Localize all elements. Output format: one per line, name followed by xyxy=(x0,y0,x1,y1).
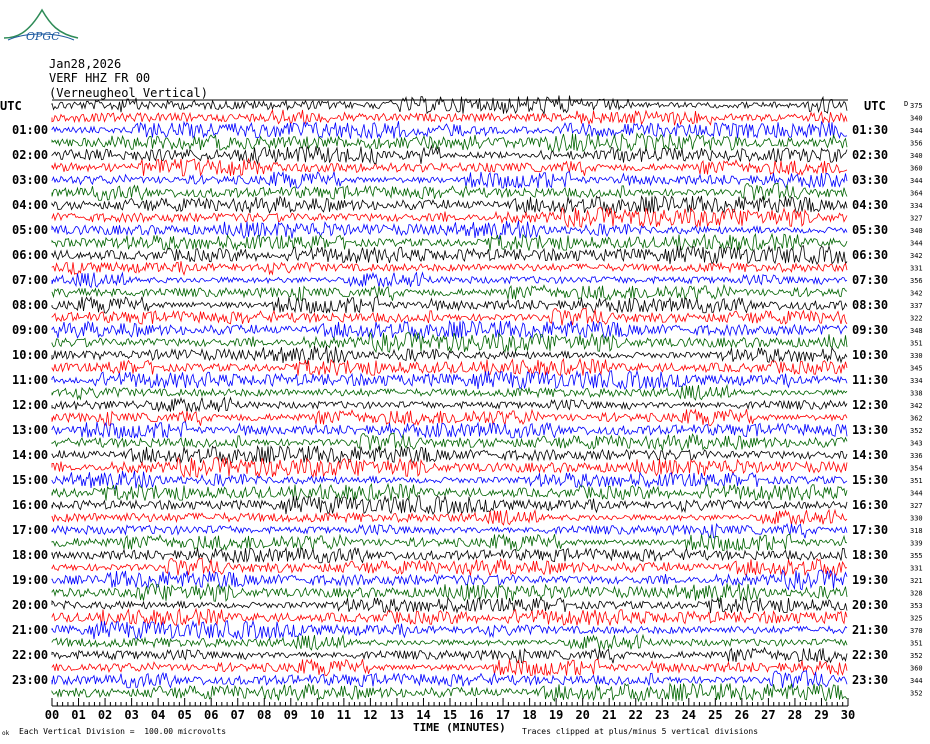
trace-scale-value: 353 xyxy=(910,602,923,610)
x-tick-label: 08 xyxy=(257,708,272,722)
x-tick-label: 09 xyxy=(283,708,299,722)
trace-scale-value: 362 xyxy=(910,414,923,423)
trace-scale-value: 321 xyxy=(910,577,923,585)
left-hour-label: 14:00 xyxy=(12,448,49,462)
x-tick-label: 01 xyxy=(71,708,86,722)
trace-scale-value: 354 xyxy=(910,464,923,473)
trace-line xyxy=(52,371,847,389)
x-tick-label: 19 xyxy=(548,708,564,722)
trace-scale-value: 339 xyxy=(910,539,923,548)
trace-line xyxy=(52,297,847,314)
x-tick-label: 14 xyxy=(416,708,431,722)
x-tick-label: 05 xyxy=(177,708,192,722)
x-tick-label: 22 xyxy=(628,708,643,722)
right-hour-label: 05:30 xyxy=(852,223,889,237)
trace-scale-value: 348 xyxy=(910,327,923,335)
trace-line xyxy=(52,471,847,489)
right-hour-label: 13:30 xyxy=(852,423,889,437)
right-scale-marker: D xyxy=(904,100,909,108)
left-hour-label: 19:00 xyxy=(12,573,49,587)
x-tick-label: 20 xyxy=(575,708,590,722)
x-tick-label: 12 xyxy=(363,708,378,722)
trace-line xyxy=(52,208,847,228)
trace-line xyxy=(52,496,847,514)
left-hour-label: 12:00 xyxy=(12,398,49,412)
trace-scale-value: 344 xyxy=(910,677,923,685)
x-tick-label: 03 xyxy=(124,708,139,722)
trace-scale-value: 340 xyxy=(910,114,923,123)
trace-scale-value: 364 xyxy=(910,189,923,198)
right-hour-label: 12:30 xyxy=(852,398,889,412)
x-tick-label: 10 xyxy=(310,708,325,722)
trace-scale-value: 331 xyxy=(910,264,923,273)
left-hour-label: 23:00 xyxy=(12,673,49,687)
trace-scale-value: 345 xyxy=(910,364,923,373)
trace-line xyxy=(52,273,847,288)
trace-scale-value: 360 xyxy=(910,664,923,673)
right-hour-label: 02:30 xyxy=(852,148,889,162)
trace-line xyxy=(52,621,847,639)
right-hour-label: 16:30 xyxy=(852,498,889,512)
trace-scale-value: 356 xyxy=(910,277,923,285)
right-hour-label: 15:30 xyxy=(852,473,889,487)
right-hour-label: 22:30 xyxy=(852,648,889,662)
right-hour-label: 17:30 xyxy=(852,523,889,537)
trace-line xyxy=(52,609,847,626)
trace-scale-value: 337 xyxy=(910,302,923,310)
trace-line xyxy=(52,183,847,200)
trace-line xyxy=(52,648,847,663)
left-hour-label: 05:00 xyxy=(12,223,49,237)
left-hour-label: 11:00 xyxy=(12,373,49,387)
left-hour-label: 16:00 xyxy=(12,498,49,512)
right-hour-label: 06:30 xyxy=(852,248,889,262)
x-tick-label: 25 xyxy=(708,708,723,722)
trace-scale-value: 351 xyxy=(910,339,923,348)
right-utc-label: UTC xyxy=(864,99,886,113)
right-hour-label: 04:30 xyxy=(852,198,889,212)
left-hour-label: 02:00 xyxy=(12,148,49,162)
x-tick-label: 13 xyxy=(389,708,405,722)
plot-date: Jan28,2026 xyxy=(49,57,122,71)
trace-line xyxy=(52,333,847,353)
logo-text: OPGC xyxy=(26,30,60,43)
station-code: VERF HHZ FR 00 xyxy=(49,71,151,85)
trace-scale-value: 334 xyxy=(910,202,923,210)
trace-scale-value: 330 xyxy=(910,352,923,360)
trace-scale-value: 322 xyxy=(910,314,923,323)
right-hour-label: 11:30 xyxy=(852,373,889,387)
trace-scale-value: 344 xyxy=(910,489,923,498)
trace-line xyxy=(52,422,847,438)
trace-line xyxy=(52,524,847,539)
right-hour-label: 21:30 xyxy=(852,623,889,637)
right-hour-label: 08:30 xyxy=(852,298,889,312)
left-hour-label: 21:00 xyxy=(12,623,49,637)
left-hour-label: 20:00 xyxy=(12,598,49,612)
x-tick-label: 28 xyxy=(787,708,803,722)
clip-note: Traces clipped at plus/minus 5 vertical divisions xyxy=(522,727,759,736)
trace-line xyxy=(52,671,847,688)
left-hour-label: 09:00 xyxy=(12,323,49,337)
trace-line xyxy=(52,458,847,478)
right-hour-label: 18:30 xyxy=(852,548,889,562)
trace-line xyxy=(52,398,847,413)
trace-scale-value: 344 xyxy=(910,177,923,185)
trace-scale-value: 340 xyxy=(910,152,923,160)
trace-line xyxy=(52,221,847,239)
trace-scale-value: 352 xyxy=(910,427,923,435)
right-hour-label: 03:30 xyxy=(852,173,889,187)
trace-line xyxy=(52,385,847,400)
trace-line xyxy=(52,548,847,563)
trace-line xyxy=(52,285,847,301)
opgc-logo xyxy=(2,4,82,44)
trace-line xyxy=(52,534,847,551)
right-hour-label: 19:30 xyxy=(852,573,889,587)
trace-line xyxy=(52,110,847,126)
trace-line xyxy=(52,635,847,650)
x-tick-label: 07 xyxy=(230,708,245,722)
trace-scale-value: 343 xyxy=(910,439,923,448)
trace-scale-value: 340 xyxy=(910,227,923,235)
right-hour-label: 10:30 xyxy=(852,348,889,362)
left-hour-label: 07:00 xyxy=(12,273,49,287)
x-tick-label: 18 xyxy=(522,708,537,722)
left-hour-label: 04:00 xyxy=(12,198,49,212)
trace-scale-value: 334 xyxy=(910,377,923,385)
trace-scale-value: 342 xyxy=(910,289,923,298)
trace-scale-value: 352 xyxy=(910,689,923,698)
trace-line xyxy=(52,484,847,501)
right-hour-label: 23:30 xyxy=(852,673,889,687)
left-hour-label: 06:00 xyxy=(12,248,49,262)
left-utc-label: UTC xyxy=(0,99,22,113)
x-tick-label: 26 xyxy=(734,708,750,722)
trace-line xyxy=(52,246,847,264)
trace-line xyxy=(52,146,847,164)
x-tick-label: 04 xyxy=(150,708,166,722)
trace-scale-value: 360 xyxy=(910,164,923,173)
left-hour-label: 15:00 xyxy=(12,473,49,487)
right-hour-label: 07:30 xyxy=(852,273,889,287)
trace-scale-value: 318 xyxy=(910,527,923,535)
right-hour-label: 09:30 xyxy=(852,323,889,337)
trace-line xyxy=(52,172,847,189)
x-tick-label: 06 xyxy=(203,708,219,722)
trace-line xyxy=(52,121,847,139)
trace-line xyxy=(52,359,847,376)
trace-scale-value: 328 xyxy=(910,589,923,598)
x-tick-label: 15 xyxy=(442,708,458,722)
trace-scale-value: 370 xyxy=(910,627,923,635)
vertical-division-note: Each Vertical Division = 100.00 microvolts xyxy=(19,727,227,736)
trace-line xyxy=(52,234,847,251)
x-tick-label: 21 xyxy=(601,708,617,722)
x-tick-label: 17 xyxy=(495,708,511,722)
left-hour-label: 03:00 xyxy=(12,173,49,187)
trace-line xyxy=(52,261,847,274)
trace-line xyxy=(52,583,847,601)
trace-line xyxy=(52,409,847,426)
left-hour-label: 13:00 xyxy=(12,423,49,437)
trace-line xyxy=(52,558,847,576)
trace-scale-value: 375 xyxy=(910,102,923,110)
trace-scale-value: 351 xyxy=(910,477,923,485)
x-tick-label: 29 xyxy=(814,708,829,722)
right-hour-label: 14:30 xyxy=(852,448,889,462)
left-hour-label: 22:00 xyxy=(12,648,49,662)
x-tick-label: 23 xyxy=(655,708,670,722)
x-tick-label: 16 xyxy=(469,708,484,722)
trace-scale-value: 338 xyxy=(910,389,923,398)
footer-mark: ok xyxy=(2,730,10,737)
trace-scale-value: 330 xyxy=(910,514,923,523)
trace-scale-value: 344 xyxy=(910,127,923,135)
x-tick-label: 00 xyxy=(44,708,60,722)
trace-line xyxy=(52,134,847,152)
trace-scale-value: 344 xyxy=(910,239,923,248)
trace-line xyxy=(52,446,847,464)
left-hour-label: 10:00 xyxy=(12,348,49,362)
trace-line xyxy=(52,321,847,339)
x-tick-label: 30 xyxy=(840,708,856,722)
trace-line xyxy=(52,196,847,214)
trace-scale-value: 327 xyxy=(910,502,923,510)
trace-scale-value: 355 xyxy=(910,552,923,560)
x-tick-label: 02 xyxy=(97,708,113,722)
left-hour-label: 18:00 xyxy=(12,548,49,562)
trace-line xyxy=(52,597,847,613)
left-hour-label: 17:00 xyxy=(12,523,49,537)
trace-scale-value: 331 xyxy=(910,564,923,573)
trace-scale-value: 352 xyxy=(910,652,923,660)
left-hour-label: 01:00 xyxy=(12,123,49,137)
x-tick-label: 24 xyxy=(681,708,697,722)
trace-line xyxy=(52,433,847,450)
trace-scale-value: 327 xyxy=(910,214,923,223)
trace-scale-value: 342 xyxy=(910,402,923,410)
trace-scale-value: 342 xyxy=(910,252,923,260)
x-tick-label: 11 xyxy=(336,708,352,722)
trace-line xyxy=(52,659,847,676)
right-hour-label: 01:30 xyxy=(852,123,889,137)
trace-scale-value: 325 xyxy=(910,614,923,623)
left-hour-label: 08:00 xyxy=(12,298,49,312)
trace-scale-value: 351 xyxy=(910,639,923,648)
trace-scale-value: 356 xyxy=(910,139,923,148)
trace-line xyxy=(52,346,847,364)
x-tick-label: 27 xyxy=(761,708,776,722)
trace-scale-value: 336 xyxy=(910,452,923,460)
trace-line xyxy=(52,159,847,176)
station-location: (Verneugheol Vertical) xyxy=(49,86,208,100)
x-axis-label: TIME (MINUTES) xyxy=(413,721,506,734)
right-hour-label: 20:30 xyxy=(852,598,889,612)
